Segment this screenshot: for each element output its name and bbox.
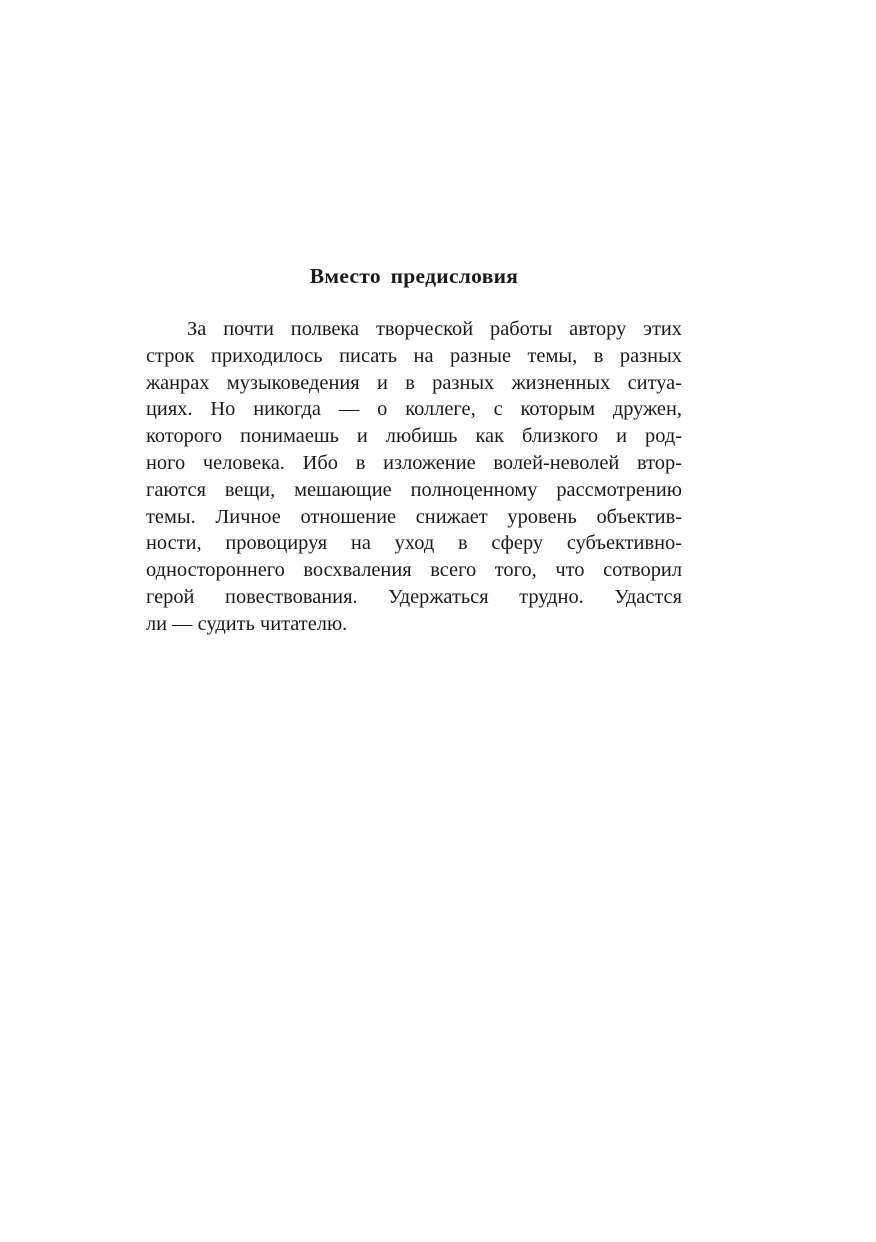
paragraph-line: которого понимаешь и любишь как близкого и род-	[146, 425, 682, 448]
preface-paragraph	[146, 316, 682, 638]
paragraph-line: За почти полвека творческой работы автору этих	[187, 318, 682, 340]
paragraph-line: жанрах музыковедения и в разных жизненных ситуа-	[146, 371, 682, 394]
paragraph-line: герой повествования. Удержаться трудно. Удастся	[146, 585, 682, 608]
paragraph-line: строк приходилось писать на разные темы, в разных	[146, 344, 682, 367]
paragraph-line: ного человека. Ибо в изложение волей-неволей втор-	[146, 451, 682, 474]
paragraph-line: гаются вещи, мешающие полноценному рассмотрению	[146, 478, 682, 501]
paragraph-line: одностороннего восхваления всего того, что сотворил	[146, 559, 682, 582]
section-heading: Вместо предисловия	[309, 264, 519, 288]
paragraph-line: ности, провоцируя на уход в сферу субъективно-	[146, 532, 682, 555]
paragraph-line: темы. Личное отношение снижает уровень объектив-	[146, 505, 682, 528]
paragraph-line: ли — судить читателю.	[146, 612, 348, 635]
paragraph-line: циях. Но никогда — о коллеге, с которым дружен,	[146, 398, 682, 421]
